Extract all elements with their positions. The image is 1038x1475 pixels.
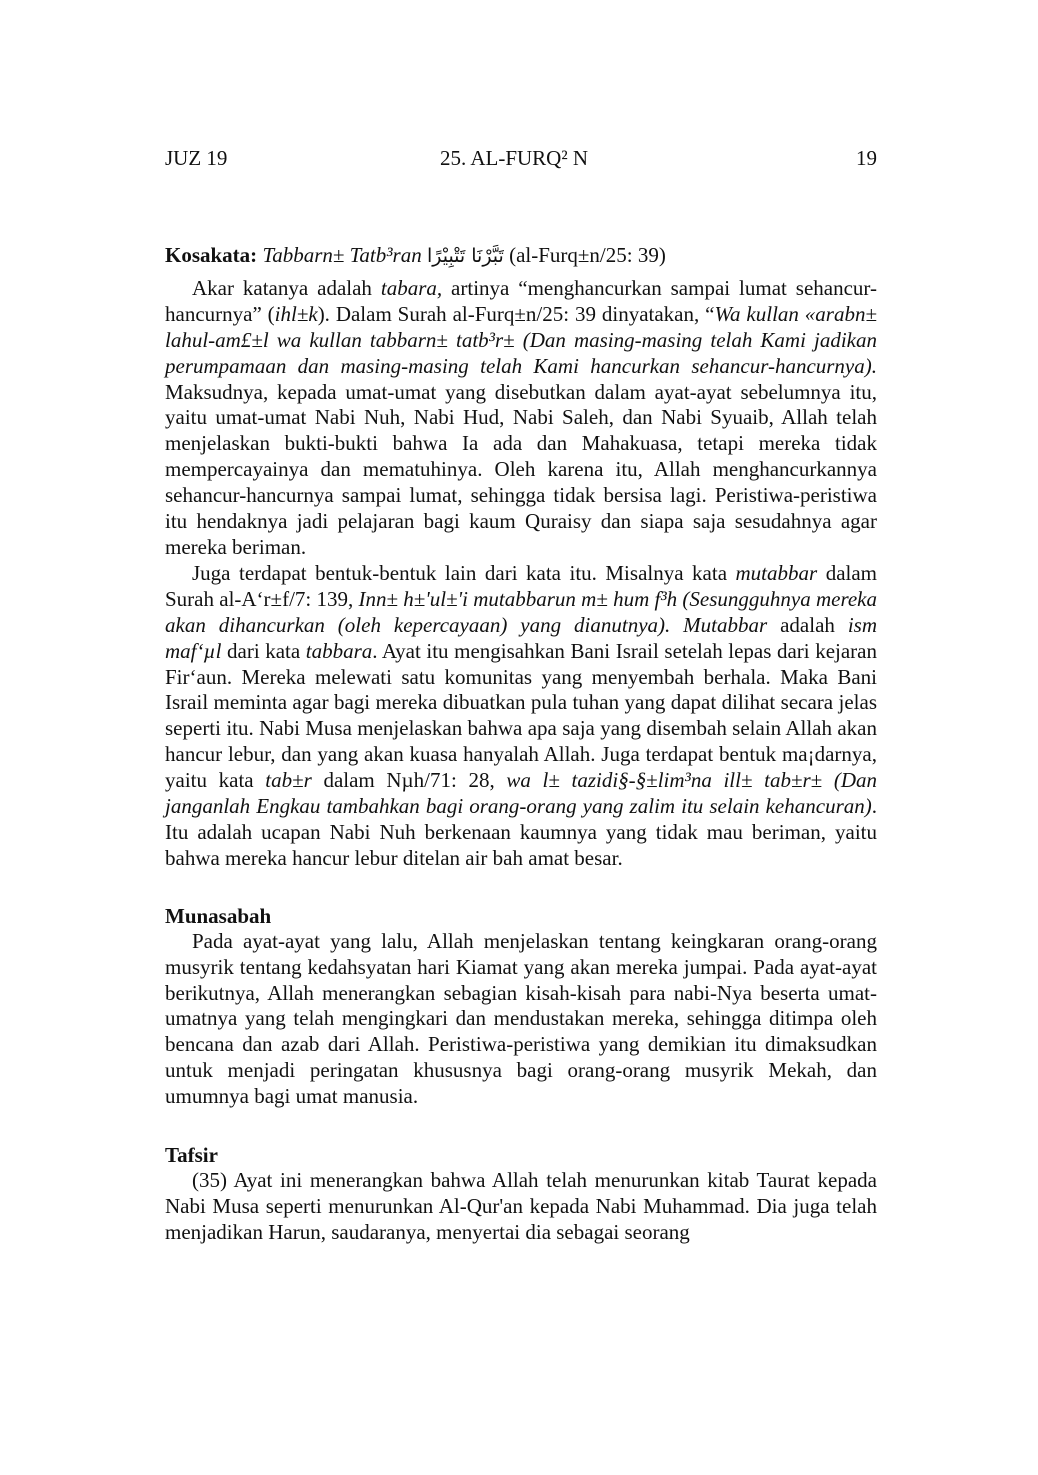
paragraph-bentuk-lain: Juga terdapat bentuk-bentuk lain dari kata itu. Misalnya kata mutabbar dalam Surah al-A‘r±f/7: 139, Inn± h±'ul±'i mutabbarun m± hum f³h (Sesungguhnya mereka akan dihancurkan (oleh kepercayaan) yang dianutnya). Mutabbar adalah ism maf‘µl dari kata tabbara. Ayat itu mengisahkan Bani Israil setelah lepas dari kejaran Fir‘aun. Mereka melewati satu komunitas yang menyembah berhala. Maka Bani Israil meminta agar bagi mereka dibuatkan pula tuhan yang dapat dilihat secara jelas seperti itu. Nabi Musa menjelaskan bahwa apa saja yang disembah selain Allah akan hancur lebur, dan yang akan kuasa hanyalah Allah. Juga terdapat bentuk ma¡darnya, yaitu kata tab±r dalam Nµh/71: 28, wa l± tazidi§-§±lim³na ill± tab±r± (Dan janganlah Engkau tambahkan bagi orang-orang yang zalim itu selain kehancuran). Itu adalah ucapan Nabi Nuh berkenaan kaumnya yang tidak mau beriman, yaitu bahwa mereka hancur lebur ditelan air bah amat besar.: [165, 560, 878, 870]
page-header: [165, 146, 877, 176]
paragraph-akar-kata: Akar katanya adalah tabara, artinya “menghancurkan sampai lumat sehancur-hancurnya” (ihl±k). Dalam Surah al-Furq±n/25: 39 dinyatakan, “Wa kullan «arabn± lahul-am£±l wa kullan tabbarn± tatb³r± (Dan masing-masing telah Kami jadikan perumpamaan dan masing-masing telah Kami hancurkan sehancur-hancurnya). Maksudnya, kepada umat-umat yang disebutkan dalam ayat-ayat sebelumnya itu, yaitu umat-umat Nabi Nuh, Nabi Hud, Nabi Saleh, dan Nabi Syuaib, Allah telah menjelaskan bukti-bukti bahwa Ia ada dan Mahakuasa, tetapi mereka tidak mempercayainya dan mematuhinya. Oleh karena itu, Allah menghancurkannya sehancur-hancurnya sampai lumat, sehingga tidak bersisa lagi. Peristiwa-peristiwa itu hendaknya jadi pelajaran bagi kaum Quraisy dan siapa saja sesudahnya agar mereka beriman.: [165, 275, 877, 559]
munasabah-paragraph: Pada ayat-ayat yang lalu, Allah menjelaskan tentang keingkaran orang-orang musyrik tentang kedahsyatan hari Kiamat yang akan mereka jumpai. Pada ayat-ayat berikutnya, Allah menerangkan sebagian kisah-kisah para nabi-Nya beserta umat-umatnya yang telah mengingkari dan mendustakan mereka, sehingga ditimpa oleh bencana dan azab dari Allah. Peristiwa-peristiwa yang demikian itu dimaksudkan untuk menjadi peringatan khususnya bagi orang-orang musyrik Mekah, dan umumnya bagi umat manusia.: [165, 928, 877, 1109]
page-number: 19: [856, 146, 877, 170]
munasabah-heading: Munasabah: [165, 903, 272, 928]
juz-label: JUZ 19: [165, 146, 228, 170]
surah-title: 25. AL-FURQ² N: [440, 146, 589, 170]
tafsir-heading: Tafsir: [165, 1143, 218, 1168]
kosakata-reference: (al-Furq±n/25: 39): [509, 243, 666, 267]
tafsir-paragraph: (35) Ayat ini menerangkan bahwa Allah telah menurunkan kitab Taurat kepada Nabi Musa seperti menurunkan Al-Qur'an kepada Nabi Muhammad. Dia juga telah menjadikan Harun, saudaranya, menyertai dia sebagai seorang: [165, 1168, 877, 1244]
page-body: [165, 243, 877, 1246]
kosakata-line: [165, 243, 877, 270]
kosakata-arabic: تَبَّرْنَا تَتْبِيْرًا: [426, 245, 504, 267]
kosakata-term: Tabbarn± Tatb³ran: [262, 243, 422, 267]
kosakata-label: Kosakata:: [165, 243, 258, 267]
